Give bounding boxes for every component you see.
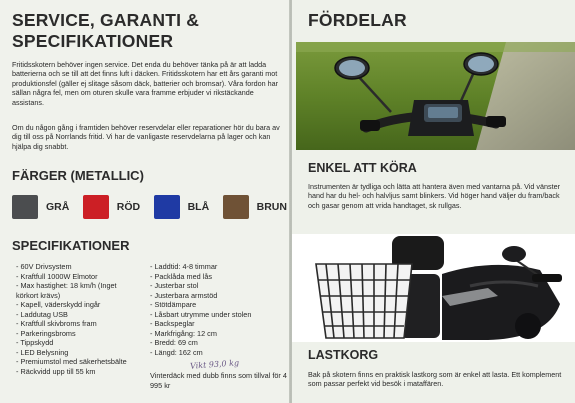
intro-paragraph: Fritidsskotern behöver ingen service. Det enda du behöver tänka på är att ladda batterierna och se till att det finns luft i däcken. Fritidsskotern har ett års garanti mot produktionsfel (gäller ej slitage såsom däck, batterier och bromsar). Våra fordon har sällan några fel, men om oturen skulle vara framme erbjuder vi rikstäckande assistans. (12, 60, 279, 107)
cargo-basket-photo (292, 234, 575, 342)
specs-heading: SPECIFIKATIONER (12, 238, 130, 253)
spec-item: - Laddutag USB (16, 309, 68, 319)
cargo-basket-heading: LASTKORG (308, 348, 379, 362)
color-label: BRUN (256, 201, 287, 213)
spec-item: - LED Belysning (16, 347, 69, 357)
colors-heading: FÄRGER (METALLIC) (12, 168, 144, 183)
spare-parts-paragraph: Om du någon gång i framtiden behöver reservdelar eller reparationer hör du bara av dig till oss på Norrlands fritid. Vi har de vanligaste reservdelarna på lager och kan hjälpa dig snabbt. (12, 123, 280, 151)
right-page (292, 0, 575, 403)
color-chip (12, 195, 38, 219)
winter-tire-note: Vinterdäck med dubb finns som tillval för 4 995 kr (150, 371, 287, 390)
easy-to-drive-heading: ENKEL ATT KÖRA (308, 161, 417, 175)
spec-item: - Räckvidd upp till 55 km (16, 366, 96, 376)
spec-item: - Justerbara armstöd (150, 290, 218, 300)
spec-item: - Längd: 162 cm (150, 347, 203, 357)
spec-item: - Justerbar stol (150, 281, 199, 290)
spec-list-right (150, 262, 290, 357)
color-label: RÖD (116, 201, 141, 213)
handlebar-photo (296, 42, 575, 150)
spec-item: - 60V Drivsystem (16, 262, 72, 271)
color-swatch-blue (154, 195, 210, 219)
color-label: BLÅ (187, 201, 210, 213)
spec-item: - Packlåda med lås (150, 271, 213, 281)
spec-item: - Kraftfull skivbroms fram (16, 319, 97, 328)
spec-item: - Premiumstol med säkerhetsbälte (16, 357, 127, 366)
spec-item: - Kapell, väderskydd ingår (16, 300, 101, 309)
title-line-1: SERVICE, GARANTI & (12, 10, 200, 30)
spec-item: körkort krävs) (16, 290, 61, 300)
cargo-basket-text: Bak på skotern finns en praktisk lastkorg som är enkel att lasta. Ett komplement som passar perfekt vid besök i mataffären. (308, 370, 562, 389)
spec-item: - Max hastighet: 18 km/h (Inget (16, 281, 117, 290)
easy-to-drive-text: Instrumenten är tydliga och lätta att hantera även med vantarna på. Vid vänster hand har du hel- och halvljus samt blinkers. Vid höger hand väljer du fram/back och gasar genom att vrida handtaget, sk rullgas. (308, 182, 560, 210)
spec-item: - Markfrigång: 12 cm (150, 328, 217, 338)
spec-item: - Laddtid: 4-8 timmar (150, 262, 218, 271)
color-chip (154, 195, 180, 219)
color-chip (223, 195, 249, 219)
color-swatch-red (83, 195, 140, 219)
spec-item: - Bredd: 69 cm (150, 338, 198, 347)
spec-item: - Låsbart utrymme under stolen (150, 309, 252, 319)
spec-item: - Parkeringsbroms (16, 328, 76, 338)
color-chip (83, 195, 109, 219)
color-swatch-gray (12, 195, 69, 219)
color-label: GRÅ (46, 201, 70, 213)
spec-item: - Tippskydd (16, 338, 54, 347)
page-title-benefits: FÖRDELAR (308, 10, 407, 30)
color-swatch-brown (223, 195, 287, 219)
handwritten-note: Vikt 93,0 kg (189, 358, 240, 371)
title-line-2: SPECIFIKATIONER (12, 31, 174, 51)
spec-item: - Kraftfull 1000W Elmotor (16, 271, 98, 281)
spec-item: - Stötdämpare (150, 300, 197, 309)
spec-list-left (16, 262, 144, 376)
color-swatches (12, 195, 287, 219)
spec-item: - Backspeglar (150, 319, 195, 328)
page-title-service (12, 10, 282, 52)
